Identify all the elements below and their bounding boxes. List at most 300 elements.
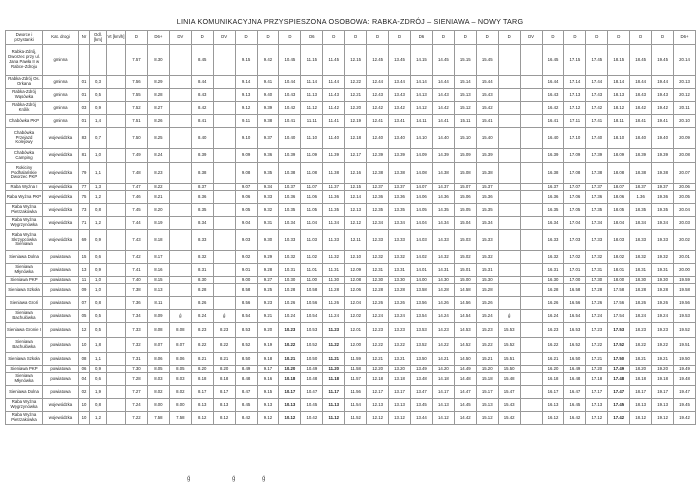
time-cell: 8.30: [191, 277, 213, 284]
time-cell: 19.28: [652, 284, 674, 297]
time-cell: 8.53: [235, 323, 257, 338]
table-row: [6, 353, 696, 366]
time-cell: 17.17: [586, 386, 608, 399]
time-cell: 10.35: [279, 204, 301, 217]
table-row: [6, 76, 696, 89]
time-cell: 17.48: [608, 373, 630, 386]
time-cell: [213, 89, 235, 102]
time-cell: 10.12: [279, 412, 301, 425]
time-cell: 9.08: [235, 163, 257, 184]
road-category: wojewódzka: [43, 230, 79, 251]
road-category: gminna: [43, 76, 79, 89]
time-cell: 8.06: [169, 353, 191, 366]
road-category: gminna: [43, 115, 79, 128]
time-cell: 10.54: [301, 310, 323, 323]
time-cell: 17.32: [586, 251, 608, 264]
distance-cell: 1,0: [90, 149, 107, 163]
time-cell: 17.04: [564, 217, 586, 230]
time-cell: [213, 76, 235, 89]
table-row: [6, 264, 696, 277]
road-number: 09: [79, 284, 90, 297]
time-cell: 14.06: [410, 191, 432, 204]
time-cell: 10.42: [279, 102, 301, 115]
speed-cell: [107, 184, 126, 191]
time-cell: 8.22: [191, 338, 213, 353]
time-cell: 11.33: [323, 230, 345, 251]
road-category: gminna: [43, 102, 79, 115]
time-cell: 16.18: [542, 373, 564, 386]
time-cell: [213, 204, 235, 217]
distance-cell: 0,6: [90, 373, 107, 386]
time-cell: 13.40: [389, 128, 411, 149]
time-cell: 8.42: [235, 412, 257, 425]
time-cell: [213, 264, 235, 277]
time-cell: 13.47: [410, 386, 432, 399]
time-cell: [520, 230, 542, 251]
time-cell: 17.56: [608, 297, 630, 310]
time-cell: 18.12: [630, 412, 652, 425]
time-cell: 15.50: [498, 366, 520, 373]
time-cell: 13.26: [389, 297, 411, 310]
time-cell: 8.36: [191, 191, 213, 204]
time-cell: 20.02: [674, 230, 696, 251]
time-cell: 12.15: [345, 184, 367, 191]
time-cell: 13.24: [389, 310, 411, 323]
time-cell: 10.22: [279, 338, 301, 353]
time-cell: 17.39: [586, 149, 608, 163]
time-cell: 16.37: [542, 184, 564, 191]
time-cell: 8.13: [191, 399, 213, 412]
column-header: D6: [410, 31, 432, 45]
time-cell: 8.02: [169, 386, 191, 399]
road-category: gminna: [43, 89, 79, 102]
time-cell: 18.09: [608, 149, 630, 163]
time-cell: [169, 184, 191, 191]
speed-cell: [107, 45, 126, 76]
time-cell: 8.11: [147, 297, 169, 310]
road-number: 04: [79, 373, 90, 386]
time-cell: 11.13: [323, 399, 345, 412]
time-cell: 17.21: [586, 353, 608, 366]
time-cell: 15.31: [476, 264, 498, 277]
time-cell: 17.24: [586, 310, 608, 323]
time-cell: 18.13: [630, 399, 652, 412]
time-cell: 11.07: [301, 184, 323, 191]
time-cell: 14.40: [432, 128, 454, 149]
time-cell: 10.45: [279, 45, 301, 76]
time-cell: [169, 89, 191, 102]
distance-cell: 1,0: [90, 284, 107, 297]
time-cell: 19.53: [674, 310, 696, 323]
footnote-mark: ǵ: [187, 476, 191, 482]
time-cell: 17.42: [586, 102, 608, 115]
road-number: 07: [79, 297, 90, 310]
time-cell: [213, 297, 235, 310]
time-cell: 12.35: [367, 204, 389, 217]
time-cell: 20.13: [674, 76, 696, 89]
time-cell: 13.54: [410, 310, 432, 323]
stop-name: Rabka-Zdrój Królik: [6, 102, 43, 115]
time-cell: 15.45: [476, 45, 498, 76]
time-cell: 13.13: [389, 399, 411, 412]
time-cell: 17.50: [608, 353, 630, 366]
time-cell: 7.58: [169, 412, 191, 425]
time-cell: 9.18: [257, 353, 279, 366]
table-row: [6, 149, 696, 163]
speed-cell: [107, 310, 126, 323]
time-cell: 8.42: [191, 102, 213, 115]
time-cell: 15.40: [476, 128, 498, 149]
time-cell: 16.45: [564, 399, 586, 412]
time-cell: 9.00: [235, 277, 257, 284]
road-category: wojewódzka: [43, 149, 79, 163]
time-cell: 16.43: [542, 89, 564, 102]
time-cell: 8.50: [235, 353, 257, 366]
time-cell: 17.54: [608, 310, 630, 323]
column-header: Odl. [km]: [90, 31, 107, 45]
time-cell: 15.32: [476, 251, 498, 264]
time-cell: 8.13: [147, 284, 169, 297]
road-number: 73: [79, 204, 90, 217]
time-cell: [520, 264, 542, 277]
time-cell: 11.12: [323, 412, 345, 425]
road-number: 01: [79, 89, 90, 102]
time-cell: 12.18: [345, 128, 367, 149]
time-cell: 17.33: [586, 230, 608, 251]
stop-name: Sieniawa Młynówka: [6, 264, 43, 277]
time-cell: [520, 297, 542, 310]
time-cell: 16.35: [542, 204, 564, 217]
time-cell: 9.04: [235, 217, 257, 230]
time-cell: 8.23: [191, 323, 213, 338]
time-cell: 11.03: [301, 230, 323, 251]
table-row: [6, 412, 696, 425]
time-cell: 12.34: [367, 217, 389, 230]
time-cell: 10.40: [279, 128, 301, 149]
time-cell: 11.56: [345, 386, 367, 399]
time-cell: 15.41: [476, 115, 498, 128]
time-cell: 11.41: [323, 115, 345, 128]
time-cell: 19.39: [652, 149, 674, 163]
time-cell: 9.14: [235, 76, 257, 89]
time-cell: 18.24: [630, 310, 652, 323]
time-cell: 7.47: [126, 184, 148, 191]
time-cell: 14.48: [454, 373, 476, 386]
time-cell: 11.18: [323, 373, 345, 386]
time-cell: 8.00: [147, 399, 169, 412]
timetable-header: [6, 31, 696, 45]
road-number: 10: [79, 412, 90, 425]
speed-cell: [107, 277, 126, 284]
time-cell: 19.31: [652, 264, 674, 277]
time-cell: 14.32: [432, 251, 454, 264]
time-cell: 18.35: [630, 204, 652, 217]
time-cell: 9.27: [257, 277, 279, 284]
time-cell: 17.22: [586, 338, 608, 353]
time-cell: 8.44: [191, 76, 213, 89]
time-cell: 18.07: [608, 184, 630, 191]
time-cell: 8.22: [213, 338, 235, 353]
time-cell: 8.07: [147, 338, 169, 353]
time-cell: 15.47: [498, 386, 520, 399]
time-cell: [520, 310, 542, 323]
time-cell: 16.33: [542, 230, 564, 251]
stop-name: Sieniawa PKP: [6, 277, 43, 284]
time-cell: 8.03: [147, 373, 169, 386]
column-header: D: [257, 31, 279, 45]
time-cell: 14.14: [410, 76, 432, 89]
time-cell: 11.32: [323, 251, 345, 264]
time-cell: 20.06: [674, 184, 696, 191]
time-cell: 14.07: [410, 184, 432, 191]
time-cell: [520, 89, 542, 102]
time-cell: [520, 128, 542, 149]
time-cell: 11.30: [323, 277, 345, 284]
time-cell: 14.35: [432, 204, 454, 217]
time-cell: 12.08: [345, 277, 367, 284]
time-cell: 19.36: [652, 191, 674, 204]
time-cell: 14.13: [410, 89, 432, 102]
time-cell: 18.14: [608, 76, 630, 89]
road-category: powiatowa: [43, 338, 79, 353]
speed-cell: [107, 163, 126, 184]
time-cell: 15.14: [454, 76, 476, 89]
table-row: [6, 297, 696, 310]
time-cell: 10.45: [301, 399, 323, 412]
time-cell: 15.00: [454, 277, 476, 284]
column-header: D: [652, 31, 674, 45]
time-cell: 10.56: [301, 297, 323, 310]
time-cell: 8.05: [147, 366, 169, 373]
column-header: D: [432, 31, 454, 45]
speed-cell: [107, 323, 126, 338]
time-cell: 15.24: [476, 310, 498, 323]
footnote-mark: ǵ: [232, 476, 236, 482]
time-cell: 8.13: [213, 399, 235, 412]
time-cell: 7.43: [126, 230, 148, 251]
speed-cell: [107, 76, 126, 89]
table-row: [6, 128, 696, 149]
distance-cell: 1,3: [90, 184, 107, 191]
time-cell: [213, 184, 235, 191]
time-cell: 17.23: [586, 323, 608, 338]
time-cell: 9.12: [235, 102, 257, 115]
time-cell: 15.11: [454, 115, 476, 128]
time-cell: 18.41: [630, 115, 652, 128]
time-cell: 18.38: [630, 163, 652, 184]
time-cell: ǵ: [498, 310, 520, 323]
time-cell: 10.53: [301, 323, 323, 338]
time-cell: 7.22: [126, 412, 148, 425]
time-cell: 14.11: [410, 115, 432, 128]
stop-name: Sieniawa Bachulówka: [6, 338, 43, 353]
time-cell: 16.44: [542, 76, 564, 89]
time-cell: 19.44: [652, 76, 674, 89]
distance-cell: 0,9: [90, 366, 107, 373]
speed-cell: [107, 102, 126, 115]
time-cell: 18.00: [608, 277, 630, 284]
column-header: D: [191, 31, 213, 45]
time-cell: 11.44: [323, 76, 345, 89]
time-cell: 10.17: [279, 386, 301, 399]
time-cell: 11.39: [323, 149, 345, 163]
time-cell: 10.50: [301, 353, 323, 366]
time-cell: [520, 277, 542, 284]
time-cell: 15.10: [454, 128, 476, 149]
time-cell: 7.55: [126, 89, 148, 102]
road-number: 06: [79, 366, 90, 373]
time-cell: 15.08: [454, 163, 476, 184]
time-cell: 17.37: [586, 184, 608, 191]
stop-name: Raba Wyżna Węgrzynówka: [6, 399, 43, 412]
time-cell: 8.47: [235, 386, 257, 399]
time-cell: [498, 149, 520, 163]
time-cell: [520, 373, 542, 386]
distance-cell: 1,9: [90, 386, 107, 399]
time-cell: 9.15: [257, 386, 279, 399]
time-cell: [520, 412, 542, 425]
time-cell: 8.45: [235, 399, 257, 412]
time-cell: 8.56: [235, 297, 257, 310]
time-cell: 9.07: [235, 184, 257, 191]
time-cell: 15.38: [476, 163, 498, 184]
time-cell: 9.05: [235, 204, 257, 217]
time-cell: 9.01: [235, 264, 257, 277]
time-cell: 11.59: [345, 353, 367, 366]
time-cell: 11.04: [301, 217, 323, 230]
time-cell: 16.38: [542, 163, 564, 184]
time-cell: 19.40: [652, 128, 674, 149]
time-cell: 16.20: [542, 366, 564, 373]
time-cell: 8.41: [191, 115, 213, 128]
column-header: Dworce i przystanki: [6, 31, 43, 45]
time-cell: 14.03: [410, 230, 432, 251]
time-cell: 12.12: [345, 217, 367, 230]
road-category: powiatowa: [43, 284, 79, 297]
time-cell: 18.31: [630, 264, 652, 277]
time-cell: 7.38: [126, 284, 148, 297]
time-cell: 15.44: [476, 76, 498, 89]
time-cell: [498, 217, 520, 230]
speed-cell: [107, 297, 126, 310]
time-cell: [169, 115, 191, 128]
time-cell: 15.28: [476, 284, 498, 297]
time-cell: 13.53: [410, 323, 432, 338]
time-cell: 13.37: [389, 184, 411, 191]
time-cell: 12.15: [345, 45, 367, 76]
time-cell: 8.16: [147, 264, 169, 277]
column-header: D: [345, 31, 367, 45]
time-cell: 17.18: [586, 373, 608, 386]
time-cell: 16.40: [542, 128, 564, 149]
time-cell: 9.25: [257, 284, 279, 297]
time-cell: 7.36: [126, 297, 148, 310]
time-cell: 20.00: [674, 264, 696, 277]
time-cell: 14.28: [432, 284, 454, 297]
time-cell: 11.43: [323, 89, 345, 102]
time-cell: 16.39: [542, 149, 564, 163]
distance-cell: 1,2: [90, 412, 107, 425]
time-cell: 11.01: [301, 264, 323, 277]
distance-cell: 0,5: [90, 323, 107, 338]
time-cell: 9.13: [235, 89, 257, 102]
time-cell: 16.56: [564, 297, 586, 310]
time-cell: [213, 230, 235, 251]
time-cell: [520, 115, 542, 128]
stop-name: Chabówka PKP: [6, 115, 43, 128]
time-cell: 15.51: [498, 353, 520, 366]
time-cell: 14.05: [410, 204, 432, 217]
time-cell: 15.05: [454, 204, 476, 217]
time-cell: 19.49: [674, 366, 696, 373]
time-cell: 11.35: [323, 204, 345, 217]
time-cell: 14.26: [432, 297, 454, 310]
time-cell: 18.45: [630, 45, 652, 76]
time-cell: 11.42: [323, 102, 345, 115]
column-header: D: [498, 31, 520, 45]
time-cell: 8.12: [191, 412, 213, 425]
time-cell: 20.12: [674, 89, 696, 102]
time-cell: 18.13: [608, 89, 630, 102]
time-cell: 12.17: [367, 386, 389, 399]
time-cell: 10.20: [279, 366, 301, 373]
time-cell: 12.23: [367, 323, 389, 338]
speed-cell: [107, 353, 126, 366]
time-cell: 11.26: [323, 297, 345, 310]
road-number: 03: [79, 102, 90, 115]
time-cell: 11.15: [301, 45, 323, 76]
time-cell: 12.28: [367, 284, 389, 297]
time-cell: 14.02: [410, 251, 432, 264]
time-cell: 7.50: [126, 128, 148, 149]
table-row: [6, 386, 696, 399]
time-cell: 7.57: [126, 45, 148, 76]
time-cell: 18.26: [630, 297, 652, 310]
time-cell: 11.20: [323, 366, 345, 373]
time-cell: 8.09: [147, 310, 169, 323]
time-cell: 19.43: [652, 89, 674, 102]
time-cell: 7.46: [126, 191, 148, 204]
speed-cell: [107, 386, 126, 399]
time-cell: 14.04: [410, 217, 432, 230]
time-cell: 14.58: [454, 284, 476, 297]
time-cell: 16.17: [542, 386, 564, 399]
time-cell: 9.20: [257, 323, 279, 338]
time-cell: 10.42: [301, 412, 323, 425]
time-cell: 9.15: [235, 45, 257, 76]
time-cell: 16.49: [564, 366, 586, 373]
time-cell: 17.41: [586, 115, 608, 128]
time-cell: 16.22: [542, 338, 564, 353]
time-cell: 15.17: [476, 386, 498, 399]
time-cell: 18.28: [630, 284, 652, 297]
time-cell: 11.06: [301, 191, 323, 204]
time-cell: 9.21: [257, 310, 279, 323]
time-cell: 15.42: [476, 102, 498, 115]
time-cell: 20.04: [674, 204, 696, 217]
time-cell: 17.03: [564, 230, 586, 251]
time-cell: [520, 353, 542, 366]
time-cell: 11.14: [301, 76, 323, 89]
time-cell: [520, 284, 542, 297]
time-cell: 8.29: [147, 76, 169, 89]
time-cell: 19.52: [674, 323, 696, 338]
time-cell: 8.06: [147, 353, 169, 366]
time-cell: 8.02: [147, 386, 169, 399]
time-cell: 18.21: [630, 353, 652, 366]
time-cell: 15.23: [476, 323, 498, 338]
time-cell: 15.34: [476, 217, 498, 230]
